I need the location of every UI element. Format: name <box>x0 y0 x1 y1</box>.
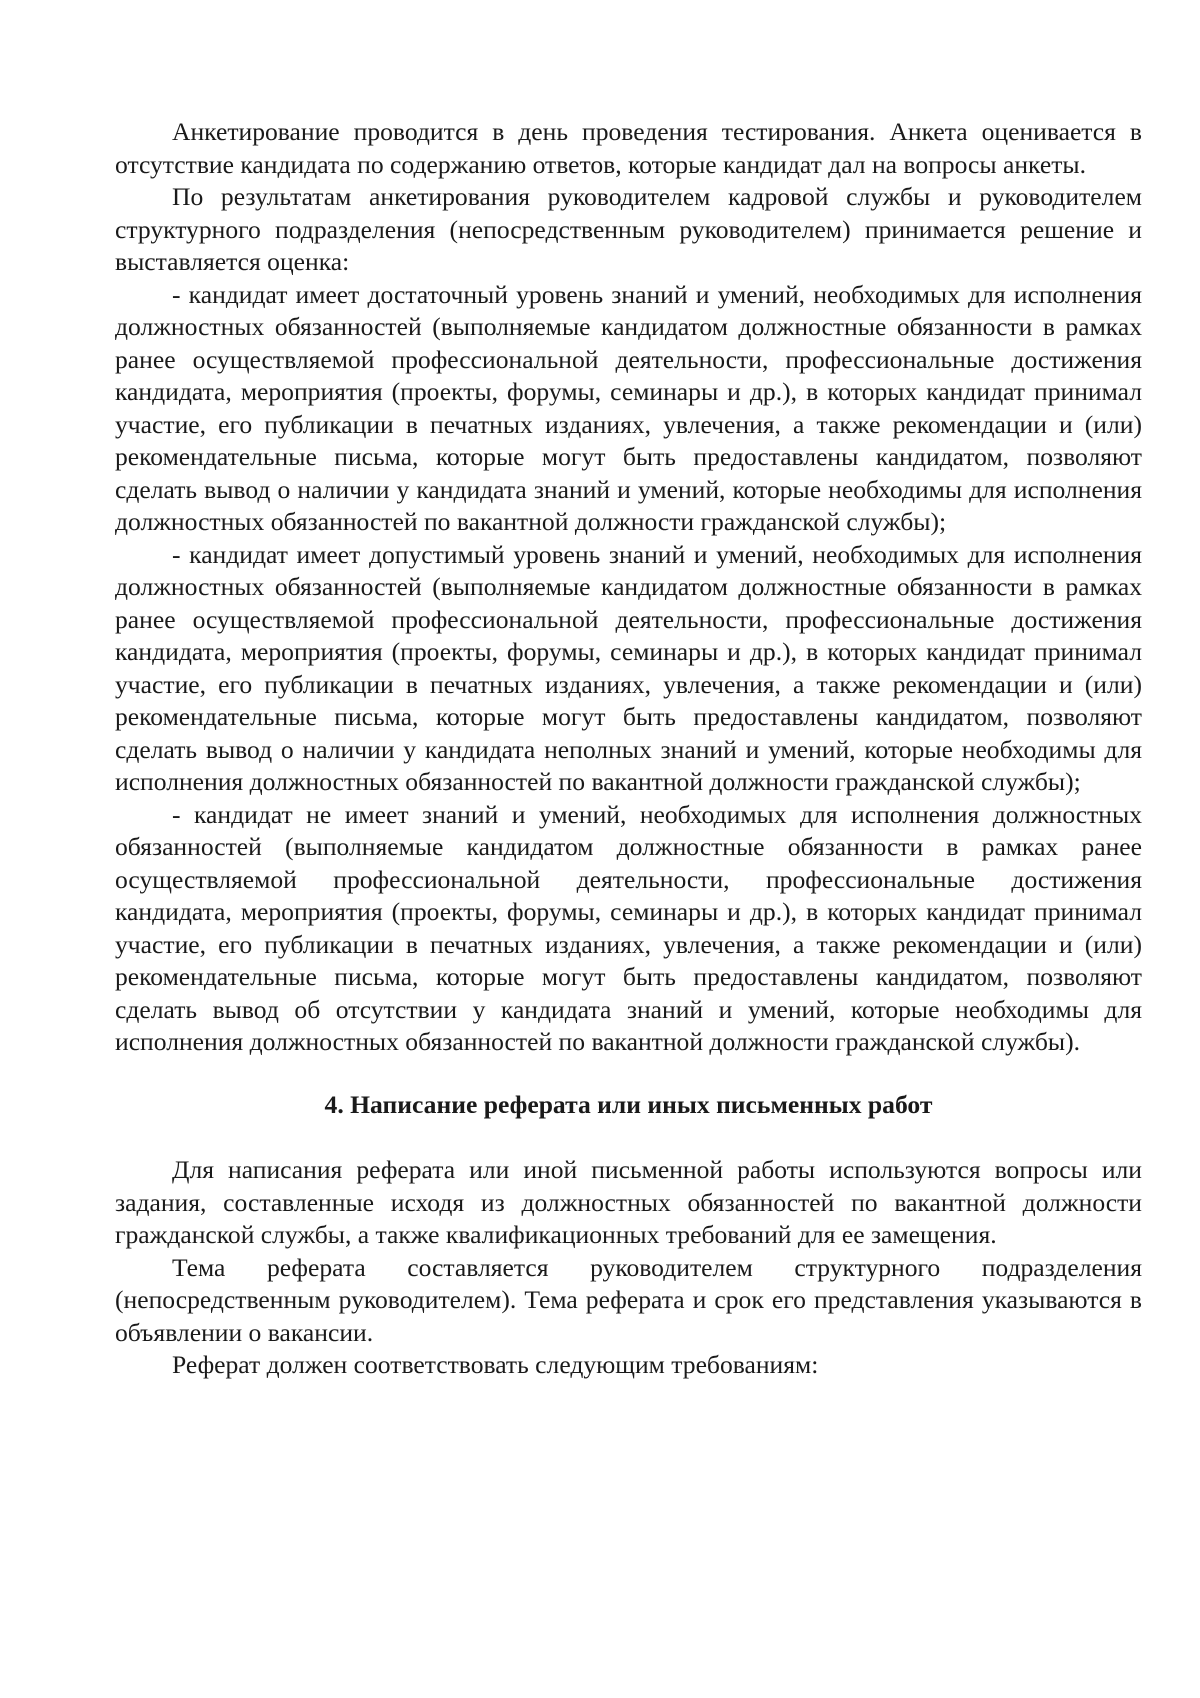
paragraph-essay-topic: Тема реферата составляется руководителем структурного подразделения (непосредственным руководителем). Тема реферата и срок его представления указываются в объявлении о вакансии. <box>115 1252 1142 1347</box>
paragraph-assessment-sufficient: - кандидат имеет достаточный уровень знаний и умений, необходимых для исполнения должностных обязанностей (выполняемые кандидатом должностные обязанности в рамках ранее осуществляемой профессиональной деятельности, профессиональные достижения кандидата, мероприятия (проекты, форумы, семинары и др.), в которых кандидат принимал участие, его публикации в печатных изданиях, увлечения, а также рекомендации и (или) рекомендательные письма, которые могут быть предоставлены кандидатом, позволяют сделать вывод о наличии у кандидата знаний и умений, которые необходимы для исполнения должностных обязанностей по вакантной должности гражданской службы); <box>115 279 1142 536</box>
document-body <box>115 116 1142 1382</box>
paragraph-assessment-acceptable: - кандидат имеет допустимый уровень знаний и умений, необходимых для исполнения должностных обязанностей (выполняемые кандидатом должностные обязанности в рамках ранее осуществляемой профессиональной деятельности, профессиональные достижения кандидата, мероприятия (проекты, форумы, семинары и др.), в которых кандидат принимал участие, его публикации в печатных изданиях, увлечения, а также рекомендации и (или) рекомендательные письма, которые могут быть предоставлены кандидатом, позволяют сделать вывод о наличии у кандидата неполных знаний и умений, которые необходимы для исполнения должностных обязанностей по вакантной должности гражданской службы); <box>115 539 1142 796</box>
paragraph-survey-results: По результатам анкетирования руководителем кадровой службы и руководителем структурного подразделения (непосредственным руководителем) принимается решение и выставляется оценка: <box>115 182 1142 276</box>
paragraph-essay-questions: Для написания реферата или иной письменной работы используются вопросы или задания, составленные исходя из должностных обязанностей по вакантной должности гражданской службы, а также квалификационных требований для ее замещения. <box>115 1155 1142 1249</box>
paragraph-survey-timing: Анкетирование проводится в день проведения тестирования. Анкета оценивается в отсутствие кандидата по содержанию ответов, которые кандидат дал на вопросы анкеты. <box>115 117 1142 179</box>
section-heading: 4. Написание реферата или иных письменных работ <box>324 1089 933 1119</box>
paragraph-essay-requirements: Реферат должен соответствовать следующим требованиям: <box>172 1350 819 1379</box>
paragraph-assessment-none: - кандидат не имеет знаний и умений, необходимых для исполнения должностных обязанностей (выполняемые кандидатом должностные обязанности в рамках ранее осуществляемой профессиональной деятельности, профессиональные достижения кандидата, мероприятия (проекты, форумы, семинары и др.), в которых кандидат принимал участие, его публикации в печатных изданиях, увлечения, а также рекомендации и (или) рекомендательные письма, которые могут быть предоставлены кандидатом, позволяют сделать вывод об отсутствии у кандидата знаний и умений, которые необходимы для исполнения должностных обязанностей по вакантной должности гражданской службы). <box>115 799 1142 1056</box>
